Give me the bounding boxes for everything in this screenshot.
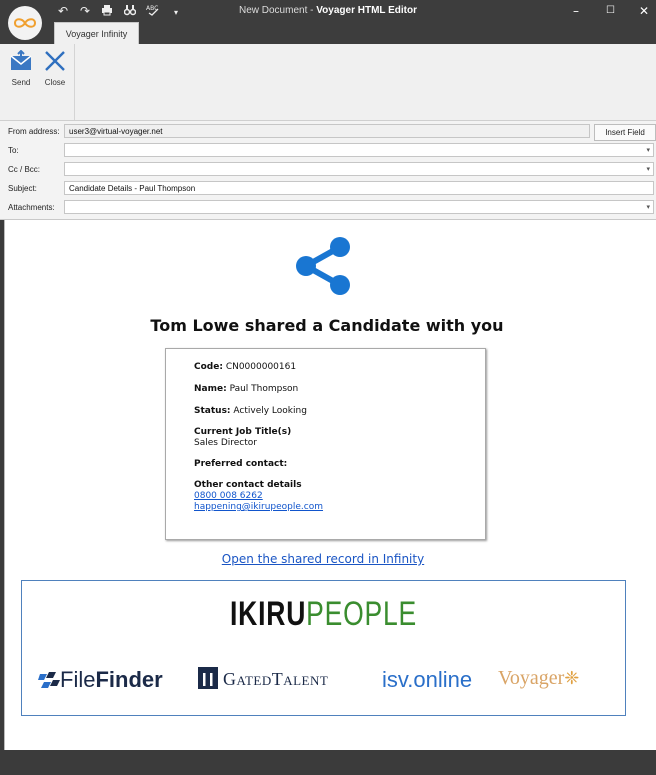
- email-body-editor[interactable]: [4, 220, 656, 750]
- to-dropdown-icon[interactable]: ▾: [646, 147, 650, 154]
- isv-online-logo: isv.online: [382, 667, 473, 692]
- job-title-label: Current Job Title(s): [194, 427, 292, 437]
- from-row: [0, 122, 656, 141]
- minimize-icon[interactable]: –: [573, 4, 579, 18]
- cc-row: [0, 160, 656, 179]
- phone-link[interactable]: 0800 008 6262: [194, 491, 263, 501]
- preferred-contact-label: Preferred contact:: [194, 459, 288, 469]
- status-value: Actively Looking: [233, 406, 307, 416]
- window-title: New Document - Voyager HTML Editor: [238, 5, 417, 16]
- share-icon: [293, 235, 355, 297]
- svg-text:ABC: ABC: [146, 5, 159, 12]
- ikiru-people-logo: IKIRUPEOPLE: [230, 595, 417, 633]
- code-value: CN0000000161: [225, 362, 297, 372]
- email-link[interactable]: happening@ikirupeople.com: [194, 502, 324, 512]
- subject-field[interactable]: Candidate Details - Paul Thompson: [64, 181, 654, 195]
- to-row: [0, 141, 656, 160]
- voyager-emblem-icon: ❈: [564, 668, 580, 688]
- other-contact-label: Other contact details: [194, 480, 302, 490]
- name-value: Paul Thompson: [229, 384, 299, 394]
- customize-dropdown-icon[interactable]: ▾: [174, 8, 179, 17]
- to-label: To:: [8, 146, 19, 155]
- filefinder-mark-icon: [38, 670, 60, 690]
- partner-logos-banner: [21, 580, 626, 716]
- cc-dropdown-icon[interactable]: ▾: [646, 166, 650, 173]
- gatedtalent-mark-icon: [198, 667, 218, 689]
- cc-label: Cc / Bcc:: [8, 165, 41, 174]
- to-field[interactable]: [64, 143, 654, 157]
- status-line: Status: Actively Looking: [194, 406, 307, 416]
- subject-label: Subject:: [8, 184, 37, 193]
- candidate-card: [165, 348, 486, 540]
- voyager-logo: Voyager❈: [498, 667, 580, 689]
- subject-row: [0, 179, 656, 198]
- attachments-field[interactable]: [64, 200, 654, 214]
- send-button[interactable]: [6, 50, 36, 87]
- close-window-icon[interactable]: ✕: [639, 4, 650, 18]
- from-address-field[interactable]: user3@virtual-voyager.net: [64, 124, 590, 138]
- send-mail-icon: [9, 50, 33, 72]
- cc-bcc-field[interactable]: [64, 162, 654, 176]
- close-label: Close: [44, 78, 66, 87]
- attachments-dropdown-icon[interactable]: ▾: [646, 204, 650, 211]
- attachments-label: Attachments:: [8, 203, 55, 212]
- redo-icon[interactable]: ↷: [80, 4, 91, 18]
- undo-icon[interactable]: ↶: [58, 4, 69, 18]
- job-title-value: Sales Director: [194, 438, 257, 448]
- tab-voyager-infinity[interactable]: Voyager Infinity: [54, 22, 139, 45]
- title-bar: [0, 0, 656, 44]
- name-line: Name: Paul Thompson: [194, 384, 299, 394]
- ribbon: [0, 44, 656, 121]
- filefinder-logo: FileFinder: [38, 667, 163, 693]
- ribbon-separator: [74, 44, 75, 120]
- close-icon: [44, 50, 66, 72]
- close-button[interactable]: [40, 50, 70, 87]
- open-record-link[interactable]: Open the shared record in Infinity: [221, 552, 425, 566]
- code-line: Code: CN0000000161: [194, 362, 297, 372]
- gatedtalent-logo: GatedTalent: [198, 667, 328, 690]
- infinity-icon: [12, 16, 38, 30]
- send-label: Send: [11, 78, 31, 87]
- from-label: From address:: [8, 127, 60, 136]
- share-headline: Tom Lowe shared a Candidate with you: [150, 316, 504, 335]
- insert-field-button[interactable]: Insert Field: [594, 124, 656, 141]
- maximize-icon[interactable]: ☐: [606, 5, 615, 16]
- message-header-fields: [0, 121, 656, 220]
- attachments-row: [0, 198, 656, 217]
- status-bar: [0, 757, 656, 775]
